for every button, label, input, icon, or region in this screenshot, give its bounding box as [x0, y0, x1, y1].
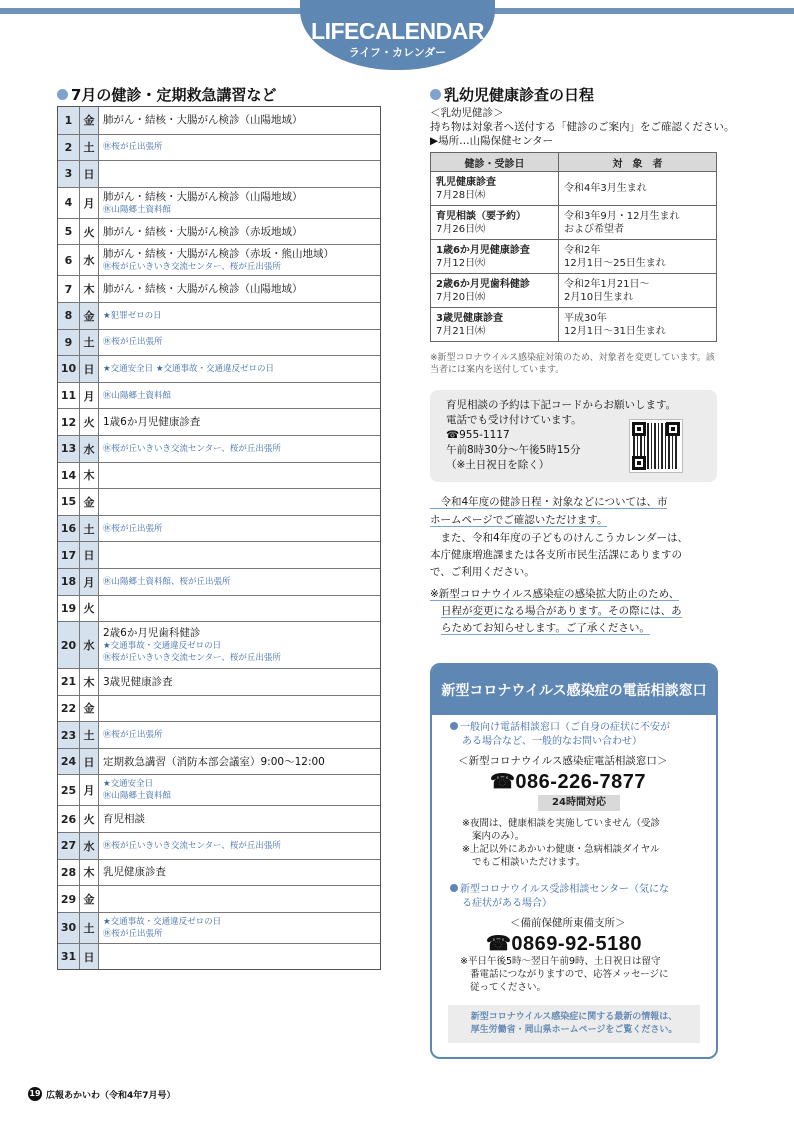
calendar-row	[58, 805, 380, 832]
calendar-notice: ㊡山陽郷土資料館	[103, 204, 172, 215]
calendar-events	[99, 219, 380, 245]
exam-date: 7月12日㈫	[436, 257, 486, 269]
calendar-day: 21	[58, 669, 80, 695]
target-line: 平成30年	[564, 312, 607, 324]
para-covid-line3: らためてお知らせします。ご了承ください。	[441, 622, 650, 634]
bullet-icon	[450, 884, 458, 892]
calendar-event: 肺がん・結核・大腸がん検診（赤坂地域）	[103, 225, 303, 238]
calendar-events	[99, 383, 380, 409]
calendar-weekday: 木	[80, 463, 99, 489]
general-consult-heading: 一般向け電話相談窓口（ご自身の症状に不安が	[450, 721, 670, 735]
para-calendar-line1: また、令和4年度の子どものけんこうカレンダーは、	[430, 532, 688, 544]
calendar-events	[99, 135, 380, 161]
calendar-day: 28	[58, 860, 80, 886]
calendar-event: 定期救急講習（消防本部会議室）9:00～12:00	[103, 755, 325, 768]
calendar-event: 育児相談	[103, 813, 145, 826]
night-note: ※夜間は、健康相談を実施していません（受診 案内のみ）。 ※上記以外にあかいわ健康・急病相談ダイヤル でもご相談いただけます。	[462, 818, 660, 868]
calendar-events	[99, 245, 380, 275]
calendar-table	[57, 106, 381, 970]
calendar-notice: ㊡桜が丘出張所	[103, 337, 163, 348]
calendar-weekday: 金	[80, 107, 99, 134]
calendar-weekday: 日	[80, 161, 99, 187]
calendar-row	[58, 107, 380, 134]
calendar-events	[99, 944, 380, 970]
calendar-event: 肺がん・結核・大腸がん検診（山陽地域）	[103, 190, 303, 203]
calendar-notice: ★犯罪ゼロの日	[103, 310, 162, 321]
publication-name: 広報あかいわ（令和4年7月号）	[46, 1091, 176, 1101]
calendar-day: 3	[58, 161, 80, 187]
calendar-weekday: 土	[80, 913, 99, 943]
target-line: および希望者	[564, 223, 624, 235]
calendar-weekday: 月	[80, 775, 99, 805]
calendar-weekday: 木	[80, 276, 99, 302]
calendar-weekday: 月	[80, 188, 99, 218]
calendar-weekday: 木	[80, 860, 99, 886]
general-consult-name: ＜新型コロナウイルス感染症電話相談窓口＞	[458, 755, 668, 767]
calendar-row	[58, 329, 380, 356]
calendar-event: 乳児健康診査	[103, 866, 166, 879]
calendar-row	[58, 568, 380, 595]
calendar-weekday: 日	[80, 356, 99, 382]
calendar-events	[99, 463, 380, 489]
calendar-events	[99, 749, 380, 775]
target-line: 令和2年	[564, 244, 601, 256]
calendar-row	[58, 462, 380, 489]
calendar-events	[99, 356, 380, 382]
calendar-weekday: 水	[80, 436, 99, 462]
calendar-events	[99, 436, 380, 462]
calendar-weekday: 日	[80, 542, 99, 568]
general-consult-phone[interactable]: ☎086-226-7877	[490, 771, 646, 793]
calendar-day: 4	[58, 188, 80, 218]
schedule-table	[430, 152, 717, 342]
bullet-icon	[57, 89, 68, 100]
calendar-weekday: 土	[80, 330, 99, 356]
calendar-day: 25	[58, 775, 80, 805]
consult-text: 育児相談の予約は下記コードからお願いします。 電話でも受け付けています。 ☎955-1117 午前8時30分～午後5時15分 （※土日祝日を除く）	[446, 399, 677, 471]
calendar-events	[99, 622, 380, 668]
calendar-event: 肺がん・結核・大腸がん検診（赤坂・熊山地域）	[103, 248, 334, 261]
calendar-row	[58, 515, 380, 542]
calendar-events	[99, 409, 380, 435]
calendar-day: 1	[58, 107, 80, 134]
calendar-weekday: 水	[80, 833, 99, 859]
schedule-target	[559, 172, 717, 206]
calendar-weekday: 金	[80, 886, 99, 912]
calendar-day: 12	[58, 409, 80, 435]
calendar-row	[58, 541, 380, 568]
calendar-notice: ㊡山陽郷土資料館	[103, 390, 172, 401]
calendar-day: 18	[58, 569, 80, 595]
clinic-consult-heading: 新型コロナウイルス受診相談センター（気にな	[450, 883, 669, 897]
calendar-row	[58, 621, 380, 668]
calendar-row	[58, 218, 380, 245]
schedule-exam	[431, 308, 559, 342]
schedule-row	[431, 274, 717, 308]
exam-name: 育児相談（要予約）	[436, 210, 526, 222]
calendar-day: 11	[58, 383, 80, 409]
calendar-events	[99, 669, 380, 695]
exam-date: 7月26日㈫	[436, 223, 486, 235]
schedule-target	[559, 240, 717, 274]
calendar-event: 2歳6か月児歯科健診	[103, 627, 201, 640]
schedule-exam	[431, 206, 559, 240]
calendar-events	[99, 161, 380, 187]
exam-date: 7月28日㈭	[436, 189, 486, 201]
calendar-row	[58, 275, 380, 302]
calendar-day: 29	[58, 886, 80, 912]
calendar-day: 19	[58, 596, 80, 622]
intro-label: ＜乳幼児健診＞	[430, 107, 504, 119]
calendar-day: 31	[58, 944, 80, 970]
calendar-day: 13	[58, 436, 80, 462]
consult-box	[430, 390, 717, 482]
calendar-weekday: 水	[80, 622, 99, 668]
para-covid-line1: ※新型コロナウイルス感染症の感染拡大防止のため、	[430, 588, 680, 600]
calendar-event: 肺がん・結核・大腸がん検診（山陽地域）	[103, 114, 303, 127]
calendar-weekday: 火	[80, 409, 99, 435]
calendar-weekday: 金	[80, 489, 99, 515]
calendar-events	[99, 569, 380, 595]
calendar-row	[58, 382, 380, 409]
calendar-title: 7月の健診・定期救急講習など	[57, 84, 276, 105]
clinic-consult-heading-cont: る症状がある場合）	[462, 898, 552, 909]
calendar-day: 9	[58, 330, 80, 356]
calendar-day: 30	[58, 913, 80, 943]
calendar-row	[58, 408, 380, 435]
calendar-weekday: 日	[80, 749, 99, 775]
calendar-notice: ㊡桜が丘出張所	[103, 928, 163, 939]
calendar-notice: ★交通事故・交通違反ゼロの日	[103, 916, 222, 927]
calendar-weekday: 火	[80, 806, 99, 832]
schedule-row	[431, 206, 717, 240]
exam-name: 3歳児健康診査	[436, 312, 503, 324]
calendar-row	[58, 595, 380, 622]
calendar-events	[99, 330, 380, 356]
corona-consult-box	[430, 663, 718, 1059]
calendar-weekday: 火	[80, 219, 99, 245]
para-homepage-line2: ホームページでご確認いただけます。	[430, 514, 608, 526]
calendar-notice: ★交通安全日 ★交通事故・交通違反ゼロの日	[103, 363, 274, 374]
calendar-events	[99, 775, 380, 805]
target-line: 2月10日生まれ	[564, 291, 634, 303]
exam-name: 1歳6か月児健康診査	[436, 244, 530, 256]
calendar-row	[58, 355, 380, 382]
schedule-exam	[431, 240, 559, 274]
bullet-icon	[430, 89, 441, 100]
calendar-events	[99, 806, 380, 832]
page-number: 19	[28, 1087, 42, 1101]
calendar-row	[58, 435, 380, 462]
calendar-notice: ㊡桜が丘出張所	[103, 142, 163, 153]
calendar-day: 16	[58, 516, 80, 542]
calendar-day: 27	[58, 833, 80, 859]
calendar-day: 14	[58, 463, 80, 489]
calendar-event: 3歳児健康診査	[103, 675, 173, 688]
schedule-exam	[431, 274, 559, 308]
bullet-icon	[450, 722, 458, 730]
para-calendar-line3: で、ご利用ください。	[430, 566, 535, 578]
calendar-weekday: 土	[80, 722, 99, 748]
calendar-notice: ★交通事故・交通違反ゼロの日	[103, 641, 222, 652]
calendar-row	[58, 748, 380, 775]
after-hours-note: ※平日午後5時～翌日午前9時、土日祝日は留守 番電話につながりますので、応答メッセージに 従ってください。	[460, 956, 669, 993]
target-line: 令和3年9月・12月生まれ	[564, 210, 680, 222]
calendar-day: 20	[58, 622, 80, 668]
calendar-day: 2	[58, 135, 80, 161]
schedule-target	[559, 308, 717, 342]
para-covid-line2: 日程が変更になる場合があります。その際には、あ	[441, 605, 682, 617]
general-consult-heading-cont: ある場合など、一般的なお問い合わせ）	[462, 736, 642, 747]
calendar-weekday: 土	[80, 135, 99, 161]
target-line: 12月1日～31日生まれ	[564, 325, 666, 337]
calendar-weekday: 水	[80, 245, 99, 275]
schedule-row	[431, 172, 717, 206]
calendar-events	[99, 886, 380, 912]
calendar-events	[99, 596, 380, 622]
corona-box-title: 新型コロナウイルス感染症の電話相談窓口	[432, 665, 716, 715]
calendar-events	[99, 833, 380, 859]
schedule-target	[559, 274, 717, 308]
calendar-weekday: 金	[80, 696, 99, 722]
calendar-notice: ㊡桜が丘出張所	[103, 730, 163, 741]
calendar-row	[58, 488, 380, 515]
calendar-events	[99, 913, 380, 943]
calendar-day: 24	[58, 749, 80, 775]
target-line: 12月1日～25日生まれ	[564, 257, 666, 269]
calendar-day: 8	[58, 303, 80, 329]
calendar-notice: ★交通安全日	[103, 779, 154, 790]
header-title: LIFECALENDAR	[311, 18, 484, 44]
calendar-row	[58, 187, 380, 218]
calendar-notice: ㊡桜が丘いきいき交流センター、桜が丘出張所	[103, 840, 281, 851]
schedule-title: 乳幼児健康診査の日程	[430, 84, 594, 105]
para-calendar-line2: 本庁健康増進課または各支所市民生活課にありますの	[430, 549, 682, 561]
calendar-events	[99, 489, 380, 515]
calendar-day: 5	[58, 219, 80, 245]
calendar-events	[99, 516, 380, 542]
col-header-target: 対 象 者	[559, 153, 717, 172]
calendar-row	[58, 721, 380, 748]
calendar-row	[58, 912, 380, 943]
calendar-row	[58, 160, 380, 187]
calendar-events	[99, 722, 380, 748]
24h-badge: 24時間対応	[538, 795, 620, 811]
calendar-events	[99, 107, 380, 134]
col-header-date: 健診・受診日	[431, 153, 559, 172]
clinic-consult-phone[interactable]: ☎0869-92-5180	[486, 933, 642, 955]
calendar-weekday: 金	[80, 303, 99, 329]
calendar-events	[99, 188, 380, 218]
calendar-weekday: 日	[80, 944, 99, 970]
covid-target-note: ※新型コロナウイルス感染症対策のため、対象者を変更しています。該当者には案内を送付しています。	[430, 353, 715, 375]
calendar-day: 15	[58, 489, 80, 515]
calendar-weekday: 火	[80, 596, 99, 622]
exam-name: 2歳6か月児歯科健診	[436, 278, 530, 290]
calendar-weekday: 月	[80, 569, 99, 595]
target-line: 令和4年3月生まれ	[564, 183, 647, 194]
schedule-exam	[431, 172, 559, 206]
calendar-weekday: 木	[80, 669, 99, 695]
calendar-row	[58, 943, 380, 970]
target-line: 令和2年1月21日～	[564, 278, 650, 290]
latest-info-note: 新型コロナウイルス感染症に関する最新の情報は、 厚生労働省・岡山県ホームページをご覧ください。	[448, 1005, 700, 1043]
calendar-notice: ㊡桜が丘いきいき交流センター、桜が丘出張所	[103, 653, 281, 664]
calendar-notice: ㊡桜が丘いきいき交流センター、桜が丘出張所	[103, 443, 281, 454]
clinic-consult-name: ＜備前保健所東備支所＞	[510, 917, 626, 929]
calendar-day: 10	[58, 356, 80, 382]
calendar-row	[58, 668, 380, 695]
calendar-event: 肺がん・結核・大腸がん検診（山陽地域）	[103, 283, 303, 296]
calendar-day: 6	[58, 245, 80, 275]
calendar-row	[58, 885, 380, 912]
calendar-row	[58, 859, 380, 886]
qr-code-icon[interactable]	[630, 420, 682, 472]
calendar-notice: ㊡山陽郷土資料館、桜が丘出張所	[103, 576, 231, 587]
calendar-weekday: 土	[80, 516, 99, 542]
exam-name: 乳児健康診査	[436, 176, 496, 188]
calendar-notice: ㊡桜が丘出張所	[103, 523, 163, 534]
calendar-day: 17	[58, 542, 80, 568]
para-homepage-line1: 令和4年度の健診日程・対象などについては、市	[430, 496, 668, 508]
calendar-day: 23	[58, 722, 80, 748]
intro-place: ▶場所…山陽保健センター	[430, 135, 554, 147]
calendar-day: 7	[58, 276, 80, 302]
calendar-weekday: 月	[80, 383, 99, 409]
calendar-row	[58, 134, 380, 161]
schedule-row	[431, 308, 717, 342]
calendar-events	[99, 696, 380, 722]
calendar-notice: ㊡山陽郷土資料館	[103, 791, 172, 802]
calendar-events	[99, 303, 380, 329]
intro-text: 持ち物は対象者へ送付する「健診のご案内」をご確認ください。	[430, 121, 735, 133]
calendar-row	[58, 302, 380, 329]
calendar-events	[99, 860, 380, 886]
exam-date: 7月20日㈬	[436, 291, 486, 303]
calendar-row	[58, 832, 380, 859]
calendar-events	[99, 542, 380, 568]
calendar-events	[99, 276, 380, 302]
schedule-row	[431, 240, 717, 274]
calendar-day: 26	[58, 806, 80, 832]
calendar-event: 1歳6か月児健康診査	[103, 416, 201, 429]
header-subtitle: ライフ・カレンダー	[348, 46, 447, 59]
calendar-notice: ㊡桜が丘いきいき交流センター、桜が丘出張所	[103, 262, 281, 273]
exam-date: 7月21日㈭	[436, 325, 486, 337]
calendar-row	[58, 244, 380, 275]
calendar-row	[58, 774, 380, 805]
schedule-target	[559, 206, 717, 240]
calendar-row	[58, 695, 380, 722]
calendar-day: 22	[58, 696, 80, 722]
